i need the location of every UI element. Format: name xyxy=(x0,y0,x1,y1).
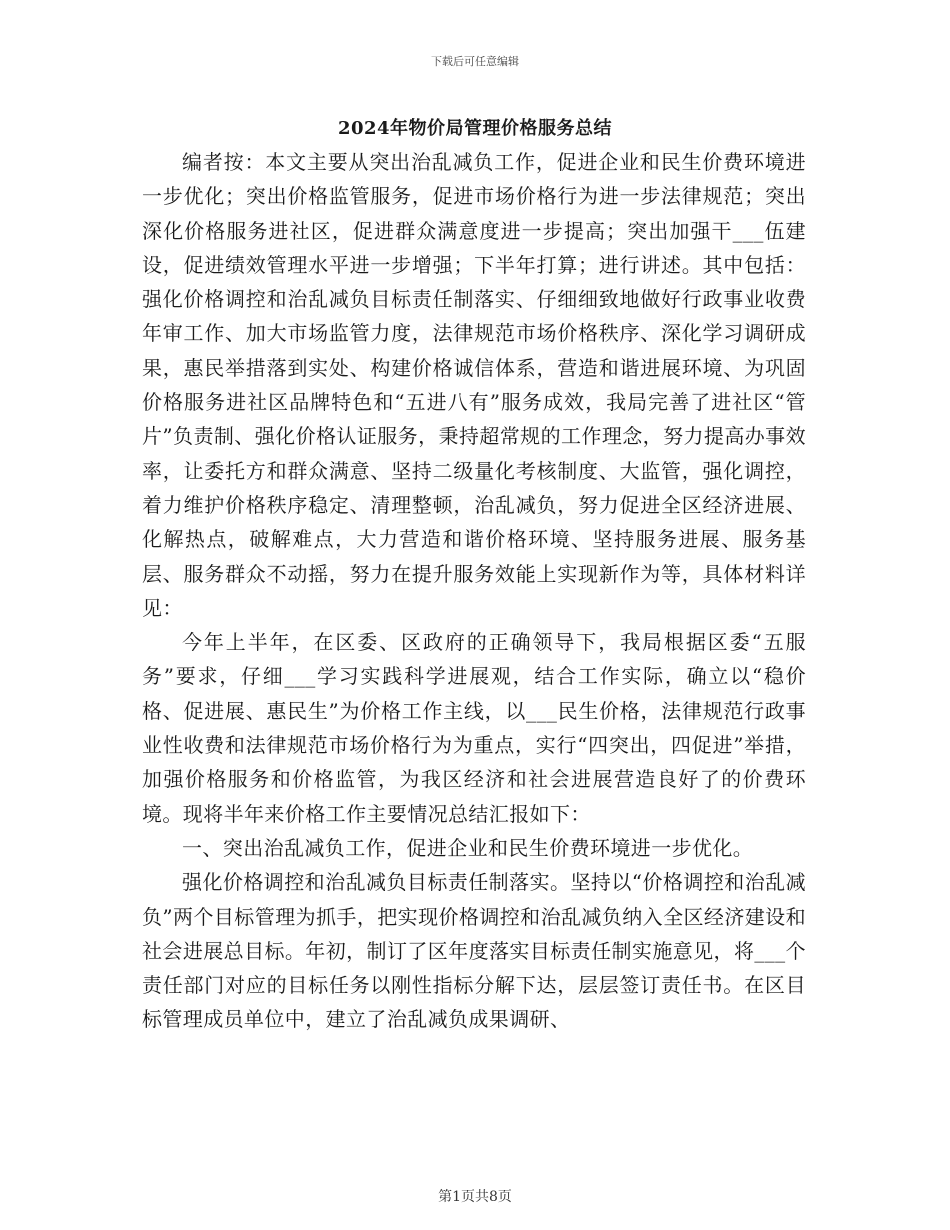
document-body xyxy=(142,145,806,1037)
paragraph-editor-note: 编者按：本文主要从突出治乱减负工作，促进企业和民生价费环境进一步优化；突出价格监管服务，促进市场价格行为进一步法律规范；突出深化价格服务进社区，促进群众满意度进一步提高；突出加强干___伍建设，促进绩效管理水平进一步增强；下半年打算；进行讲述。其中包括：强化价格调控和治乱减负目标责任制落实、仔细细致地做好行政事业收费年审工作、加大市场监管力度，法律规范市场价格秩序、深化学习调研成果，惠民举措落到实处、构建价格诚信体系，营造和谐进展环境、为巩固价格服务进社区品牌特色和“五进八有”服务成效，我局完善了进社区“管片”负责制、强化价格认证服务，秉持超常规的工作理念，努力提高办事效率，让委托方和群众满意、坚持二级量化考核制度、大监管，强化调控，着力维护价格秩序稳定、清理整顿，治乱减负，努力促进全区经济进展、化解热点，破解难点，大力营造和谐价格环境、坚持服务进展、服务基层、服务群众不动摇，努力在提升服务效能上实现新作为等，具体材料详见： xyxy=(142,150,806,620)
paragraph-section-body: 强化价格调控和治乱减负目标责任制落实。坚持以“价格调控和治乱减负”两个目标管理为抓手，把实现价格调控和治乱减负纳入全区经济建设和社会进展总目标。年初，制订了区年度落实目标责任制实施意见，将___个责任部门对应的目标任务以刚性指标分解下达，层层签订责任书。在区目标管理成员单位中，建立了治乱减负成果调研、 xyxy=(142,870,806,1032)
document-title: 2024年物价局管理价格服务总结 xyxy=(337,118,613,139)
header-note: 下载后可任意编辑 xyxy=(431,55,519,68)
paragraph-intro: 今年上半年，在区委、区政府的正确领导下，我局根据区委“五服务”要求，仔细___学习实践科学进展观，结合工作实际，确立以“稳价格、促进展、惠民生”为价格工作主线，以___民生价格，法律规范行政事业性收费和法律规范市场价格行为为重点，实行“四突出，四促进”举措，加强价格服务和价格监管，为我区经济和社会进展营造良好了的价费环境。现将半年来价格工作主要情况总结汇报如下： xyxy=(142,630,806,826)
page-number: 第1页共8页 xyxy=(438,1189,512,1205)
paragraph-section-heading: 一、突出治乱减负工作，促进企业和民生价费环境进一步优化。 xyxy=(182,835,754,860)
